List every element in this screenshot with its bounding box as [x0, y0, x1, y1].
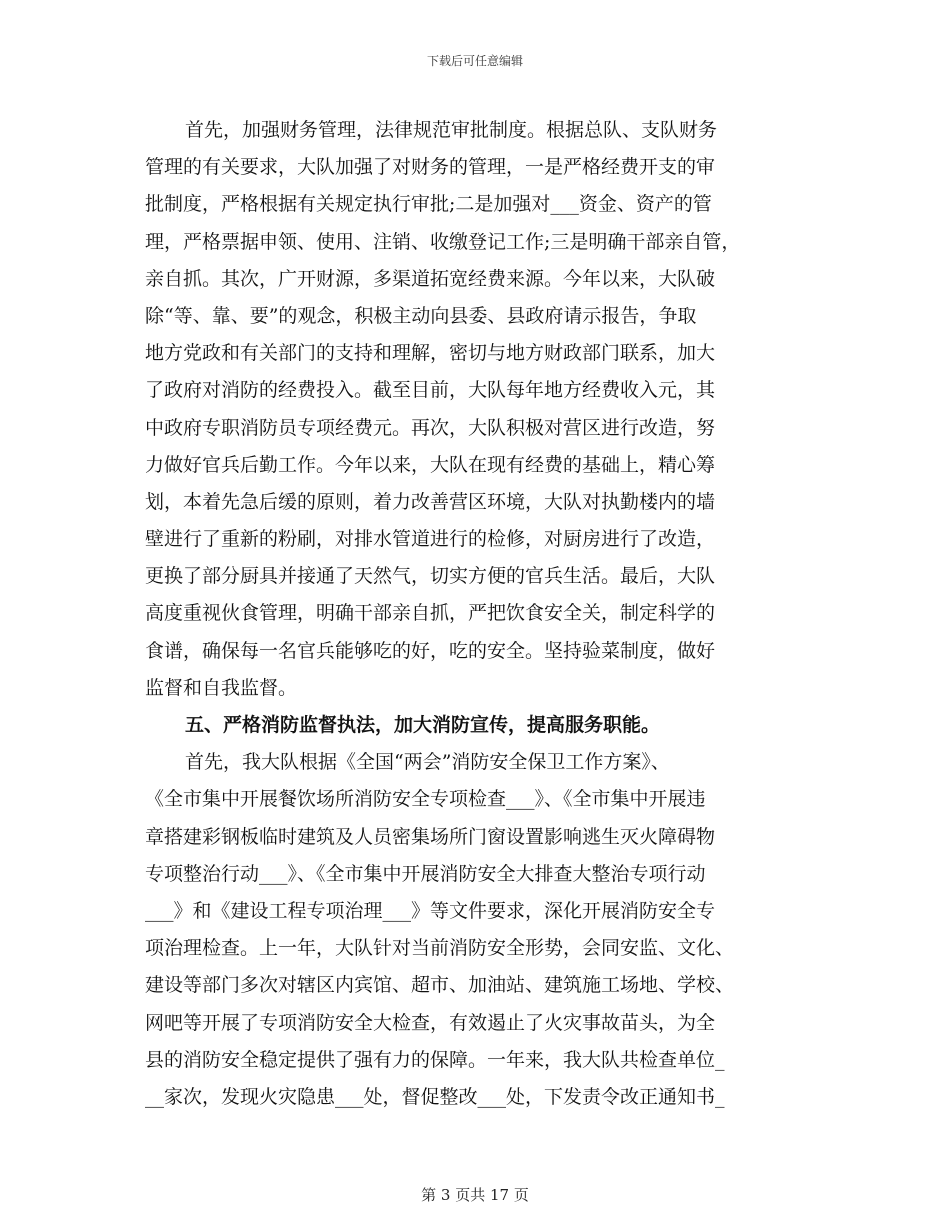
- paragraph-line: 地方党政和有关部门的支持和理解，密切与地方财政部门联系，加大: [145, 342, 716, 365]
- paragraph-line: 力做好官兵后勤工作。今年以来，大队在现有经费的基础上，精心筹: [145, 453, 716, 476]
- paragraph-line: 亲自抓。其次，广开财源，多渠道拓宽经费来源。今年以来，大队破: [145, 267, 716, 290]
- paragraph-line: 网吧等开展了专项消防安全大检查，有效遏止了火灾事故苗头，为全: [145, 1011, 716, 1034]
- section-heading: 五、严格消防监督执法，加大消防宣传，提高服务职能。: [185, 714, 661, 736]
- paragraph-line: 更换了部分厨具并接通了天然气，切实方便的官兵生活。最后，大队: [145, 565, 716, 588]
- paragraph-line: 管理的有关要求，大队加强了对财务的管理，一是严格经费开支的审: [145, 156, 716, 179]
- paragraph-line: 章搭建彩钢板临时建筑及人员密集场所门窗设置影响逃生灭火障碍物: [145, 825, 716, 848]
- paragraph-line: 高度重视伙食管理，明确干部亲自抓，严把饮食安全关，制定科学的: [145, 602, 716, 625]
- paragraph-line: 了政府对消防的经费投入。截至目前，大队每年地方经费收入元，其: [145, 379, 716, 402]
- paragraph-line: 批制度，严格根据有关规定执行审批;二是加强对___资金、资产的管: [145, 193, 712, 216]
- paragraph-line: 划，本着先急后缓的原则，着力改善营区环境，大队对执勤楼内的墙: [145, 490, 716, 513]
- paragraph-line: 专项整治行动___》、《全市集中开展消防安全大排查大整治专项行动: [145, 862, 706, 885]
- paragraph-line: 食谱，确保每一名官兵能够吃的好，吃的安全。坚持验菜制度，做好: [145, 639, 716, 662]
- paragraph-line: 项治理检查。上一年，大队针对当前消防安全形势，会同安监、文化、: [145, 937, 735, 960]
- paragraph-line: 理，严格票据申领、使用、注销、收缴登记工作;三是明确干部亲自管，: [145, 230, 741, 253]
- paragraph-line: 建设等部门多次对辖区内宾馆、超市、加油站、建筑施工场地、学校、: [145, 974, 735, 997]
- paragraph-line: 中政府专职消防员专项经费元。再次，大队积极对营区进行改造，努: [145, 416, 716, 439]
- paragraph-line: ___》和《建设工程专项治理___》等文件要求，深化开展消防安全专: [145, 899, 716, 922]
- page-header: 下载后可任意编辑: [426, 54, 523, 68]
- paragraph-line: 除“等、靠、要”的观念，积极主动向县委、县政府请示报告，争取: [145, 304, 697, 327]
- paragraph-line: __家次，发现火灾隐患___处，督促整改___处，下发责令改正通知书_: [145, 1085, 725, 1108]
- paragraph-line: 监督和自我监督。: [145, 676, 298, 699]
- paragraph-line: 壁进行了重新的粉刷，对排水管道进行的检修，对厨房进行了改造，: [145, 528, 716, 551]
- document-body: [145, 112, 813, 1116]
- page-number: 第 3 页共 17 页: [421, 1186, 529, 1204]
- paragraph-line: 县的消防安全稳定提供了强有力的保障。一年来，我大队共检查单位_: [145, 1048, 725, 1071]
- paragraph-line: 《全市集中开展餐饮场所消防安全专项检查___》、《全市集中开展违: [145, 788, 706, 811]
- paragraph-line: 首先，我大队根据《全国“两会”消防安全保卫工作方案》、: [185, 751, 670, 774]
- paragraph-line: 首先，加强财务管理，法律规范审批制度。根据总队、支队财务: [185, 119, 718, 141]
